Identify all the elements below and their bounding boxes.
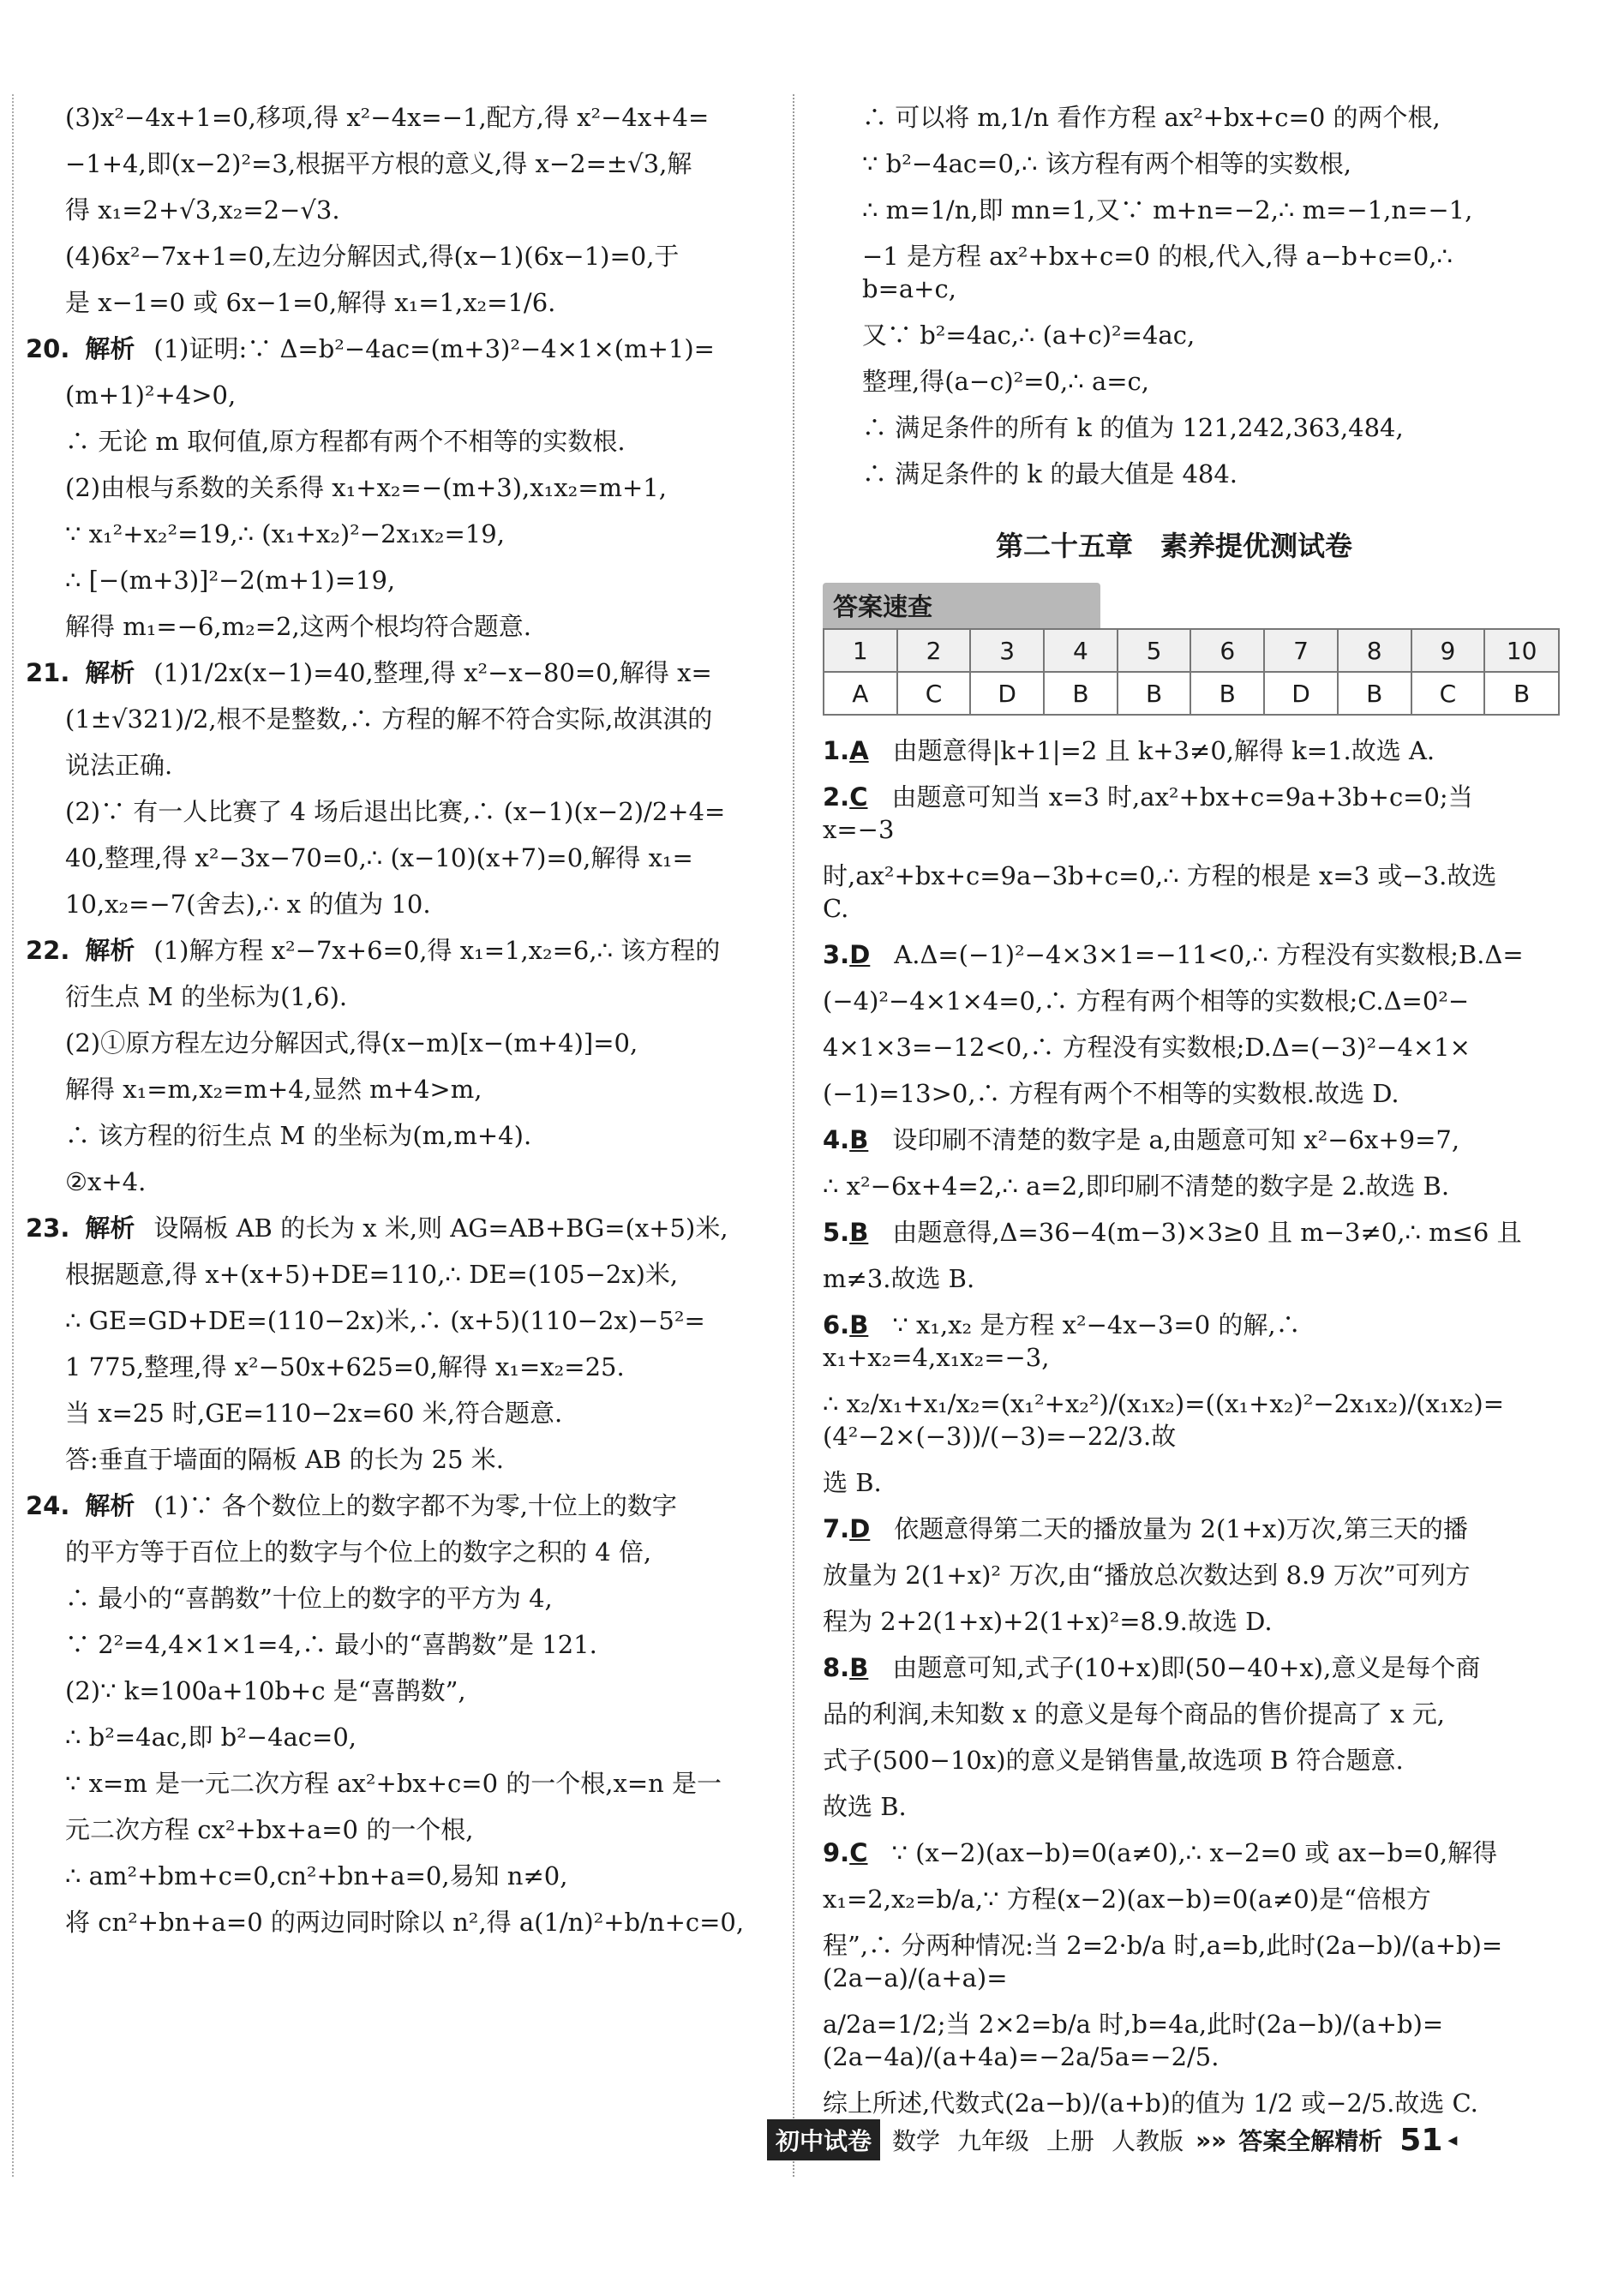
solution-line: 又∵ b²=4ac,∴ (a+c)²=4ac, xyxy=(862,321,1196,350)
solution-text: (2)由根与系数的关系得 x₁+x₂=−(m+3),x₁x₂=m+1, xyxy=(65,473,667,502)
solution-line xyxy=(26,194,763,226)
footer-subject: 数学 xyxy=(892,2127,941,2155)
solution-text: −1+4,即(x−2)²=3,根据平方根的意义,得 x−2=±√3,解 xyxy=(65,149,692,178)
solution-text: 式子(500−10x)的意义是销售量,故选项 B 符合题意. xyxy=(823,1746,1404,1775)
solution-line xyxy=(823,1262,1525,1295)
question-answer: B xyxy=(849,1125,869,1154)
solution-line xyxy=(26,101,763,134)
solution-text: 综上所述,代数式(2a−b)/(a+b)的值为 1/2 或−2/5.故选 C. xyxy=(823,2088,1478,2118)
answer-key-number: 7 xyxy=(1264,629,1338,672)
solution-line xyxy=(823,734,1525,767)
solution-label: 解析 xyxy=(85,936,135,965)
right-column xyxy=(823,101,1537,2133)
footer-arrows: »» xyxy=(1196,2125,1227,2154)
solution-text: (1±√321)/2,根不是整数,∴ 方程的解不符合实际,故淇淇的 xyxy=(65,704,713,734)
answer-key-answer: B xyxy=(1190,672,1264,715)
solution-text: 由题意得,Δ=36−4(m−3)×3≥0 且 m−3≠0,∴ m≤6 且 xyxy=(892,1218,1522,1247)
solution-text: 得 x₁=2+√3,x₂=2−√3. xyxy=(65,195,340,225)
solution-line xyxy=(26,980,763,1013)
solution-text: 1 775,整理,得 x²−50x+625=0,解得 x₁=x₂=25. xyxy=(65,1352,625,1381)
solution-line xyxy=(823,938,1525,971)
section-title: 第二十五章 素养提优测试卷 xyxy=(995,530,1352,562)
solution-text: m≠3.故选 B. xyxy=(823,1264,975,1293)
solution-text: (1)1/2x(x−1)=40,整理,得 x²−x−80=0,解得 x= xyxy=(153,658,712,687)
answer-key-numbers-row xyxy=(824,629,1559,672)
answer-key-answer: B xyxy=(1484,672,1559,715)
solution-text: a/2a=1/2;当 2×2=b/a 时,b=4a,此时(2a−b)/(a+b)=(2a−4a)/(a+4a)=−2a/5a=−2/5. xyxy=(823,2010,1444,2071)
solution-line xyxy=(26,379,763,411)
footer-brand: 初中试卷 xyxy=(767,2119,880,2160)
answer-key-answer: D xyxy=(1264,672,1338,715)
problem-number: 21. xyxy=(26,658,70,687)
problem-block xyxy=(26,934,763,1198)
solution-text: 由题意可知,式子(10+x)即(50−40+x),意义是每个商 xyxy=(892,1653,1481,1682)
mc-solution xyxy=(823,938,1525,1110)
solution-line xyxy=(26,749,763,782)
solution-text: ∴ 无论 m 取何值,原方程都有两个不相等的实数根. xyxy=(65,427,626,456)
solution-line xyxy=(823,1559,1525,1591)
answer-key-answer: B xyxy=(1338,672,1411,715)
solution-line xyxy=(823,1605,1525,1638)
solution-text: 10,x₂=−7(舍去),∴ x 的值为 10. xyxy=(65,890,431,919)
solution-line xyxy=(26,1721,763,1753)
solution-line xyxy=(26,1165,763,1198)
answer-key-number: 5 xyxy=(1118,629,1191,672)
solution-line xyxy=(823,1790,1525,1823)
answer-key-header: 答案速查 xyxy=(823,583,1100,628)
solution-text: 4×1×3=−12<0,∴ 方程没有实数根;D.Δ=(−3)²−4×1× xyxy=(823,1033,1471,1062)
answer-key-answer: C xyxy=(897,672,971,715)
answer-key-answer: B xyxy=(1118,672,1191,715)
solution-line xyxy=(26,1027,763,1059)
question-number: 3. xyxy=(823,940,850,969)
mc-solution xyxy=(823,734,1525,767)
question-answer: B xyxy=(849,1218,869,1247)
column-divider xyxy=(793,94,794,2177)
answer-key-answer: C xyxy=(1411,672,1485,715)
solution-line xyxy=(823,985,1525,1017)
answer-key-number: 10 xyxy=(1484,629,1559,672)
solution-line xyxy=(26,1906,763,1938)
solution-text: 解得 x₁=m,x₂=m+4,显然 m+4>m, xyxy=(65,1075,482,1104)
problem-block xyxy=(26,1489,763,1938)
solution-line xyxy=(823,1837,1525,1869)
solution-text: 衍生点 M 的坐标为(1,6). xyxy=(65,982,348,1011)
solution-text: 故选 B. xyxy=(823,1792,907,1821)
solution-line xyxy=(26,1860,763,1892)
solution-text: ∴ am²+bm+c=0,cn²+bn+a=0,易知 n≠0, xyxy=(65,1861,568,1891)
solution-text: (3)x²−4x+1=0,移项,得 x²−4x=−1,配方,得 x²−4x+4= xyxy=(65,103,710,132)
solution-line xyxy=(26,1536,763,1568)
solution-line xyxy=(26,1813,763,1846)
solution-text: ∴ x₂/x₁+x₁/x₂=(x₁²+x₂²)/(x₁x₂)=((x₁+x₂)²−2x₁x₂)/(x₁x₂)=(4²−2×(−3))/(−3)=−22/3.故 xyxy=(823,1389,1505,1451)
solution-line xyxy=(26,934,763,967)
question-number: 7. xyxy=(823,1514,850,1543)
solution-line xyxy=(823,1513,1525,1545)
solution-line xyxy=(823,1387,1525,1453)
solution-text: (−1)=13>0,∴ 方程有两个不相等的实数根.故选 D. xyxy=(823,1079,1399,1108)
solution-line xyxy=(823,1883,1525,1915)
answer-key-number: 2 xyxy=(897,629,971,672)
solution-line xyxy=(823,1077,1525,1110)
solution-line xyxy=(26,425,763,458)
solution-text: 根据题意,得 x+(x+5)+DE=110,∴ DE=(105−2x)米, xyxy=(65,1260,679,1289)
solution-line xyxy=(823,2087,1525,2119)
mc-solution xyxy=(823,781,1525,925)
solution-line xyxy=(823,1698,1525,1730)
solution-line xyxy=(26,1119,763,1152)
answer-key-answer: A xyxy=(824,672,897,715)
multiple-choice-solutions xyxy=(823,734,1525,2119)
solution-text: (2)∵ 有一人比赛了 4 场后退出比赛,∴ (x−1)(x−2)/2+4= xyxy=(65,797,726,826)
solution-text: ∵ x=m 是一元二次方程 ax²+bx+c=0 的一个根,x=n 是一 xyxy=(65,1769,722,1798)
solution-text: ∴ x²−6x+4=2,∴ a=2,即印刷不清楚的数字是 2.故选 B. xyxy=(823,1171,1450,1201)
solution-text: (2)∵ k=100a+10b+c 是“喜鹊数”, xyxy=(65,1676,466,1705)
solution-text: 解得 m₁=−6,m₂=2,这两个根均符合题意. xyxy=(65,612,531,641)
mc-solution xyxy=(823,1513,1525,1638)
question-answer: C xyxy=(849,782,868,812)
solution-text: ∵ 2²=4,4×1×1=4,∴ 最小的“喜鹊数”是 121. xyxy=(65,1630,597,1659)
solution-text: 当 x=25 时,GE=110−2x=60 米,符合题意. xyxy=(65,1399,563,1428)
solution-line xyxy=(26,1582,763,1615)
solution-text: 品的利润,未知数 x 的意义是每个商品的售价提高了 x 元, xyxy=(823,1699,1446,1729)
solution-text: A.Δ=(−1)²−4×3×1=−11<0,∴ 方程没有实数根;B.Δ= xyxy=(894,940,1524,969)
solution-line xyxy=(26,471,763,504)
question-number: 2. xyxy=(823,782,850,812)
mc-solution xyxy=(823,1124,1525,1202)
answer-key-number: 4 xyxy=(1044,629,1118,672)
solution-text: 40,整理,得 x²−3x−70=0,∴ (x−10)(x+7)=0,解得 x₁= xyxy=(65,843,693,872)
footer-grade: 九年级 xyxy=(957,2127,1030,2155)
left-margin-line xyxy=(12,94,14,2177)
problem-number: 23. xyxy=(26,1213,70,1243)
solution-text: (1)解方程 x²−7x+6=0,得 x₁=1,x₂=6,∴ 该方程的 xyxy=(153,936,721,965)
footer-edition: 人教版 xyxy=(1112,2127,1184,2155)
answer-key-number: 1 xyxy=(824,629,897,672)
solution-line xyxy=(26,1767,763,1800)
question-number: 8. xyxy=(823,1653,850,1682)
problem-number: 22. xyxy=(26,936,70,965)
solution-line xyxy=(26,240,763,273)
solution-text: 说法正确. xyxy=(65,751,173,780)
answer-key-answers-row xyxy=(824,672,1559,715)
solution-text: 选 B. xyxy=(823,1468,882,1497)
problem-block xyxy=(26,656,763,920)
answer-key-number: 3 xyxy=(970,629,1044,672)
solution-text: 的平方等于百位上的数字与个位上的数字之积的 4 倍, xyxy=(65,1537,652,1567)
solution-text: 将 cn²+bn+a=0 的两边同时除以 n²,得 a(1/n)²+b/n+c=0, xyxy=(65,1908,745,1937)
solution-text: ∴ GE=GD+DE=(110−2x)米,∴ (x+5)(110−2x)−5²= xyxy=(65,1306,705,1335)
solution-text: ②x+4. xyxy=(65,1167,147,1196)
answer-key-number: 6 xyxy=(1190,629,1264,672)
solution-label: 解析 xyxy=(85,658,135,687)
solution-line xyxy=(26,147,763,180)
solution-line xyxy=(26,1212,763,1244)
footer-title: 答案全解精析 xyxy=(1238,2127,1383,2155)
solution-text: (m+1)²+4>0, xyxy=(65,380,237,410)
solution-text: ∵ x₁²+x₂²=19,∴ (x₁+x₂)²−2x₁x₂=19, xyxy=(65,519,505,548)
solution-text: ∵ (x−2)(ax−b)=0(a≠0),∴ x−2=0 或 ax−b=0,解得 xyxy=(891,1838,1498,1867)
solution-text: (1)∵ 各个数位上的数字都不为零,十位上的数字 xyxy=(153,1491,677,1520)
answer-key-answer: D xyxy=(970,672,1044,715)
solution-line xyxy=(823,1929,1525,1994)
mc-solution xyxy=(823,1309,1525,1499)
solution-line xyxy=(26,1489,763,1522)
answer-key-number: 8 xyxy=(1338,629,1411,672)
solution-line xyxy=(26,1304,763,1337)
solution-line: ∴ 满足条件的所有 k 的值为 121,242,363,484, xyxy=(862,413,1404,442)
question-number: 1. xyxy=(823,736,850,765)
solution-text: ∴ [−(m+3)]²−2(m+1)=19, xyxy=(65,566,396,595)
solution-line xyxy=(823,1309,1525,1374)
solution-line xyxy=(26,1258,763,1291)
solution-line xyxy=(823,1170,1525,1202)
solution-line xyxy=(26,1351,763,1383)
solution-text: 由题意可知当 x=3 时,ax²+bx+c=9a+3b+c=0;当 x=−3 xyxy=(823,782,1481,844)
solution-line xyxy=(26,795,763,828)
mc-solution xyxy=(823,1216,1525,1295)
solution-line: ∴ 可以将 m,1/n 看作方程 ax²+bx+c=0 的两个根, xyxy=(862,103,1441,132)
solution-text: (1)证明:∵ Δ=b²−4ac=(m+3)²−4×1×(m+1)= xyxy=(153,334,715,363)
solution-label: 解析 xyxy=(85,1213,135,1243)
solution-text: ∴ 该方程的衍生点 M 的坐标为(m,m+4). xyxy=(65,1121,532,1150)
solution-text: x₁=2,x₂=b/a,∵ 方程(x−2)(ax−b)=0(a≠0)是“倍根方 xyxy=(823,1885,1431,1914)
solution-text: (4)6x²−7x+1=0,左边分解因式,得(x−1)(6x−1)=0,于 xyxy=(65,242,680,271)
solution-line xyxy=(26,564,763,596)
answer-key-answer: B xyxy=(1044,672,1118,715)
page-footer xyxy=(767,2118,1564,2161)
solution-text: 设隔板 AB 的长为 x 米,则 AG=AB+BG=(x+5)米, xyxy=(153,1213,728,1243)
solution-line xyxy=(26,842,763,874)
solution-text: (−4)²−4×1×4=0,∴ 方程有两个相等的实数根;C.Δ=0²− xyxy=(823,986,1470,1016)
answer-key-table xyxy=(823,628,1560,716)
solution-text: 答:垂直于墙面的隔板 AB 的长为 25 米. xyxy=(65,1445,505,1474)
solution-line: ∵ b²−4ac=0,∴ 该方程有两个相等的实数根, xyxy=(862,149,1351,178)
solution-text: 放量为 2(1+x)² 万次,由“播放总次数达到 8.9 万次”可列方 xyxy=(823,1561,1471,1590)
solution-text: 程为 2+2(1+x)+2(1+x)²=8.9.故选 D. xyxy=(823,1607,1273,1636)
solution-line xyxy=(26,888,763,920)
solution-text: 由题意得|k+1|=2 且 k+3≠0,解得 k=1.故选 A. xyxy=(892,736,1435,765)
solution-line: −1 是方程 ax²+bx+c=0 的根,代入,得 a−b+c=0,∴ b=a+c, xyxy=(862,242,1461,303)
problem-block xyxy=(26,1212,763,1476)
solution-line xyxy=(26,518,763,550)
solution-label: 解析 xyxy=(85,1491,135,1520)
solution-line xyxy=(823,1216,1525,1249)
solution-line xyxy=(823,1744,1525,1777)
solution-text: 是 x−1=0 或 6x−1=0,解得 x₁=1,x₂=1/6. xyxy=(65,288,556,317)
solution-line xyxy=(26,286,763,319)
solution-text: ∵ x₁,x₂ 是方程 x²−4x−3=0 的解,∴ x₁+x₂=4,x₁x₂=−3, xyxy=(823,1310,1309,1372)
solution-line xyxy=(26,1628,763,1661)
solution-line xyxy=(26,1397,763,1429)
footer-term: 上册 xyxy=(1046,2127,1095,2155)
question-answer: B xyxy=(849,1653,869,1682)
solution-text: 依题意得第二天的播放量为 2(1+x)万次,第三天的播 xyxy=(894,1514,1468,1543)
solution-text: ∴ 最小的“喜鹊数”十位上的数字的平方为 4, xyxy=(65,1584,553,1613)
solution-line xyxy=(26,1675,763,1707)
solution-line xyxy=(823,1124,1525,1156)
solution-text: 时,ax²+bx+c=9a−3b+c=0,∴ 方程的根是 x=3 或−3.故选 C. xyxy=(823,861,1505,923)
page-marker-icon: ◂ xyxy=(1447,2129,1458,2151)
problem-block xyxy=(26,333,763,643)
question-answer: D xyxy=(849,1514,871,1543)
solution-line: 整理,得(a−c)²=0,∴ a=c, xyxy=(862,367,1149,396)
solution-line xyxy=(26,703,763,735)
solution-line xyxy=(26,656,763,689)
solution-text: 设印刷不清楚的数字是 a,由题意可知 x²−6x+9=7, xyxy=(892,1125,1460,1154)
solution-line xyxy=(823,860,1525,925)
problem-number: 24. xyxy=(26,1491,70,1520)
solution-line: ∴ 满足条件的 k 的最大值是 484. xyxy=(862,459,1238,488)
solution-text: ∴ b²=4ac,即 b²−4ac=0, xyxy=(65,1723,357,1752)
solution-line xyxy=(823,2008,1525,2073)
page-number: 51 xyxy=(1399,2122,1443,2158)
solution-text: (2)①原方程左边分解因式,得(x−m)[x−(m+4)]=0, xyxy=(65,1028,638,1058)
solution-line xyxy=(26,1443,763,1476)
solution-label: 解析 xyxy=(85,334,135,363)
solution-line: ∴ m=1/n,即 mn=1,又∵ m+n=−2,∴ m=−1,n=−1, xyxy=(862,195,1473,225)
question-number: 4. xyxy=(823,1125,850,1154)
solution-line xyxy=(26,333,763,365)
answer-key-number: 9 xyxy=(1411,629,1485,672)
solution-text: 元二次方程 cx²+bx+a=0 的一个根, xyxy=(65,1815,474,1844)
solution-line xyxy=(823,1031,1525,1064)
question-answer: B xyxy=(849,1310,869,1339)
question-answer: D xyxy=(849,940,871,969)
solution-line xyxy=(26,1073,763,1106)
solution-line xyxy=(823,1651,1525,1684)
solution-line xyxy=(26,610,763,643)
question-answer: C xyxy=(849,1838,868,1867)
question-number: 5. xyxy=(823,1218,850,1247)
solution-line xyxy=(823,1466,1525,1499)
problem-number: 20. xyxy=(26,334,70,363)
question-number: 9. xyxy=(823,1838,850,1867)
solution-line xyxy=(823,781,1525,846)
mc-solution xyxy=(823,1651,1525,1823)
question-number: 6. xyxy=(823,1310,850,1339)
mc-solution xyxy=(823,1837,1525,2119)
problem-block xyxy=(26,101,763,319)
question-answer: A xyxy=(849,736,869,765)
problem-24-continued xyxy=(823,101,1525,490)
solution-text: 程”,∴ 分两种情况:当 2=2·b/a 时,a=b,此时(2a−b)/(a+b)=(2a−a)/(a+a)= xyxy=(823,1931,1503,1992)
left-column xyxy=(26,101,763,1952)
